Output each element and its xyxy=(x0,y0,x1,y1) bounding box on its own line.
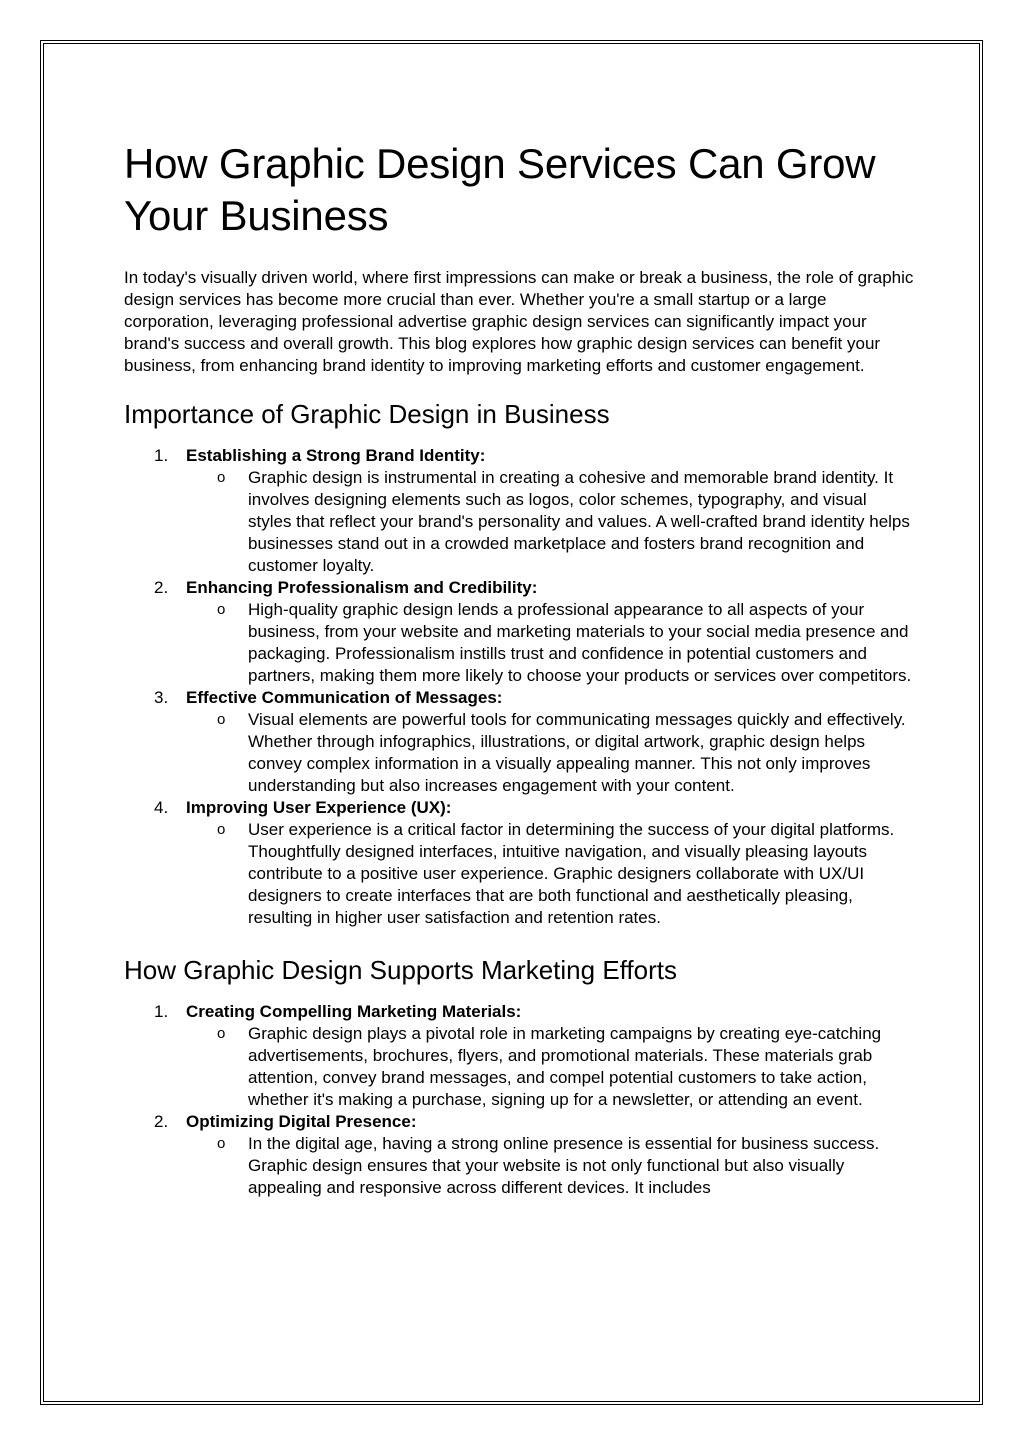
sub-bullet-item xyxy=(186,1133,914,1199)
sub-bullet-item xyxy=(186,599,914,687)
section-marketing xyxy=(124,954,914,1199)
list-number: 3. xyxy=(154,688,169,707)
list-number: 1. xyxy=(154,1002,169,1021)
list-item xyxy=(124,687,914,797)
sub-bullet-item xyxy=(186,1023,914,1111)
sub-bullet-item xyxy=(186,819,914,929)
section-heading: How Graphic Design Supports Marketing Efforts xyxy=(124,955,677,985)
list-item xyxy=(124,1111,914,1199)
list-item-title: Effective Communication of Messages: xyxy=(186,688,503,707)
circle-bullet-icon: o xyxy=(217,1025,226,1042)
list-item xyxy=(124,577,914,687)
sub-bullet-text: Graphic design plays a pivotal role in marketing campaigns by creating eye-catching advertisements, brochures, flyers, and promotional materials. These materials grab attention, convey brand messages, and compel potential customers to take action, whether it's making a purchase, signing up for a newsletter, or attending an event. xyxy=(248,1024,882,1109)
list-item-title: Optimizing Digital Presence: xyxy=(186,1112,417,1131)
circle-bullet-icon: o xyxy=(217,601,226,618)
list-item xyxy=(124,797,914,929)
list-number: 2. xyxy=(154,1112,169,1131)
sub-bullet-item xyxy=(186,709,914,797)
document-body xyxy=(124,138,914,1199)
list-number: 1. xyxy=(154,446,169,465)
list-number: 2. xyxy=(154,578,169,597)
sub-bullet-text: Graphic design is instrumental in creating a cohesive and memorable brand identity. It involves designing elements such as logos, color schemes, typography, and visual styles that reflect your brand's personality and values. A well-crafted brand identity helps businesses stand out in a crowded marketplace and fosters brand recognition and customer loyalty. xyxy=(248,468,910,575)
intro-paragraph: In today's visually driven world, where first impressions can make or break a business, the role of graphic design services has become more crucial than ever. Whether you're a small startup or a large corporation, leveraging professional advertise graphic design services can significantly impact your brand's success and overall growth. This blog explores how graphic design services can benefit your business, from enhancing brand identity to improving marketing efforts and customer engagement. xyxy=(124,268,914,375)
document-title: How Graphic Design Services Can Grow Your Business xyxy=(124,140,876,239)
sub-bullet-text: High-quality graphic design lends a professional appearance to all aspects of your business, from your website and marketing materials to your social media presence and packaging. Professionalism instills trust and confidence in potential customers and partners, making them more likely to choose your products or services over competitors. xyxy=(248,600,912,685)
section-heading: Importance of Graphic Design in Business xyxy=(124,399,610,429)
list-item-title: Enhancing Professionalism and Credibility: xyxy=(186,578,538,597)
list-item-title: Creating Compelling Marketing Materials: xyxy=(186,1002,522,1021)
numbered-list xyxy=(124,1001,914,1199)
sub-bullet-text: Visual elements are powerful tools for communicating messages quickly and effectively. Whether through infographics, illustrations, or digital artwork, graphic design helps convey complex information in a visually appealing manner. This not only improves understanding but also increases engagement with your content. xyxy=(248,710,906,795)
sub-bullet-item xyxy=(186,467,914,577)
section-importance xyxy=(124,398,914,929)
list-item xyxy=(124,445,914,577)
sub-bullet-text: User experience is a critical factor in determining the success of your digital platforms. Thoughtfully designed interfaces, intuitive navigation, and visually pleasing layouts contribute to a positive user experience. Graphic designers collaborate with UX/UI designers to create interfaces that are both functional and aesthetically pleasing, resulting in higher user satisfaction and retention rates. xyxy=(248,820,895,927)
circle-bullet-icon: o xyxy=(217,821,226,838)
circle-bullet-icon: o xyxy=(217,469,226,486)
numbered-list xyxy=(124,445,914,929)
circle-bullet-icon: o xyxy=(217,1135,226,1152)
circle-bullet-icon: o xyxy=(217,711,226,728)
list-item xyxy=(124,1001,914,1111)
sub-bullet-text: In the digital age, having a strong online presence is essential for business success. Graphic design ensures that your website is not only functional but also visually appealing and responsive across different devices. It includes xyxy=(248,1134,880,1197)
list-item-title: Improving User Experience (UX): xyxy=(186,798,452,817)
list-number: 4. xyxy=(154,798,169,817)
list-item-title: Establishing a Strong Brand Identity: xyxy=(186,446,486,465)
